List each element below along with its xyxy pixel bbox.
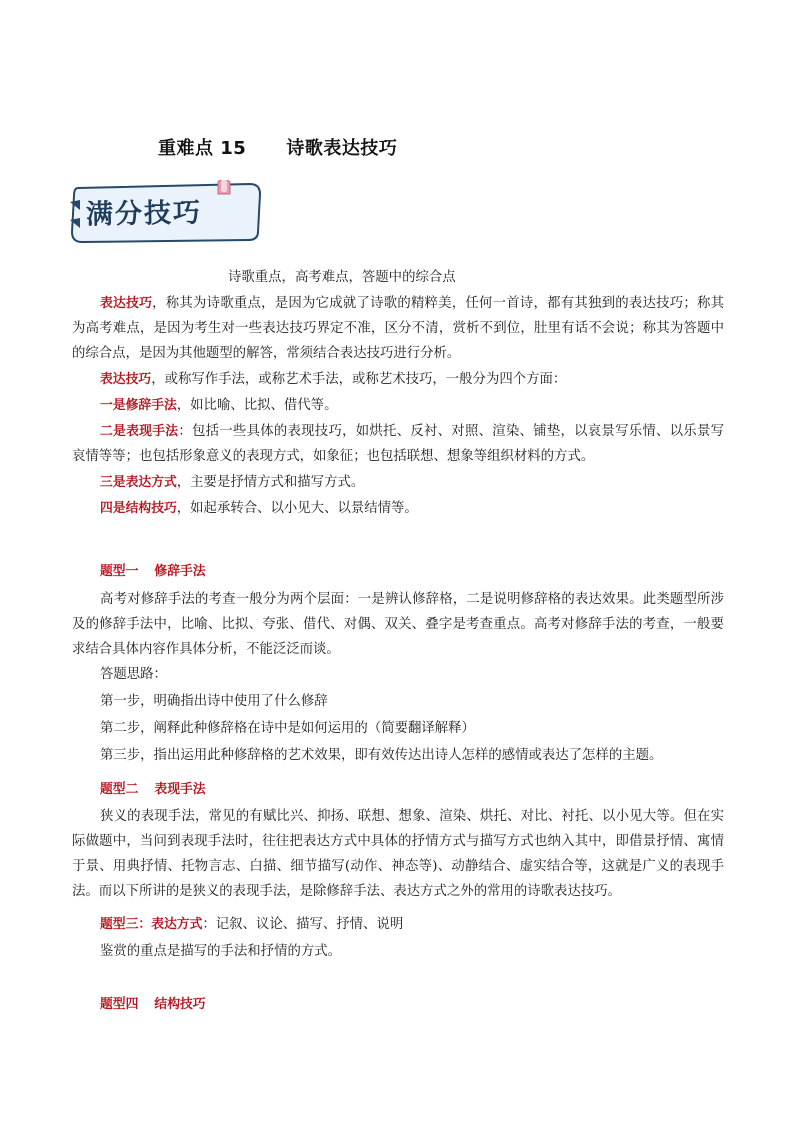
section-type-2: [72, 777, 724, 904]
type1-heading: 题型一 修辞手法: [100, 564, 206, 579]
type1-step: 第一步，明确指出诗中使用了什么修辞: [100, 694, 328, 709]
type3-heading: 题型三：表达方式: [100, 917, 203, 932]
badge-label: 满分技巧: [85, 197, 203, 231]
type1-steps-title: 答题思路：: [100, 667, 167, 682]
list-item: 三是表达方式，主要是抒情方式和描写方式。: [100, 475, 365, 490]
section-type-4: [72, 992, 724, 1017]
section-type-3: [72, 912, 724, 964]
overview-lead-2: 表达技巧: [100, 372, 152, 387]
section-type-1: [72, 559, 724, 768]
type3-heading-line: 题型三：表达方式：记叙、议论、描写、抒情、说明: [100, 917, 404, 932]
list-item: 四是结构技巧，如起承转合、以小见大、以景结情等。: [100, 501, 418, 516]
intro-center-line: 诗歌重点，高考难点，答题中的综合点: [228, 270, 456, 285]
type4-heading: 题型四 结构技巧: [100, 997, 206, 1012]
title-topic: 诗歌表达技巧: [286, 138, 398, 159]
type2-paragraph: 狭义的表现手法，常见的有赋比兴、抑扬、联想、想象、渲染、烘托、对比、衬托、以小见大等。但在实际做题中，当问到表现手法时，往往把表达方式中具体的抒情方式与描写方式也纳入其中，即借景抒情、寓情于景、用典抒情、托物言志、白描、细节描写(动作、神态等)、动静结合、虚实结合等，这就是广义的表现手法。而以下所讲的是狭义的表现手法，是除修辞手法、表达方式之外的常用的诗歌表达技巧。: [72, 809, 724, 899]
list-item: 一是修辞手法，如比喻、比拟、借代等。: [100, 398, 338, 413]
type1-step: 第二步，阐释此种修辞格在诗中是如何运用的（简要翻译解释）: [100, 721, 475, 736]
list-item: 二是表现手法：包括一些具体的表现技巧，如烘托、反衬、对照、渲染、铺垫，以哀景写乐情、以乐景写哀情等等；也包括形象意义的表现方式，如象征；也包括联想、想象等组织材料的方式。: [72, 424, 724, 464]
type1-paragraph: 高考对修辞手法的考查一般分为两个层面：一是辨认修辞格，二是说明修辞格的表达效果。此类题型所涉及的修辞手法中，比喻、比拟、夸张、借代、对偶、双关、叠字是考查重点。高考对修辞手法的考查，一般要求结合具体内容作具体分析，不能泛泛而谈。: [72, 592, 724, 657]
page-title: [158, 134, 397, 160]
section-badge: [68, 180, 268, 244]
type1-step: 第三步，指出运用此种修辞格的艺术效果，即有效传达出诗人怎样的感情或表达了怎样的主题。: [100, 748, 663, 763]
overview-paragraph-1: 表达技巧，称其为诗歌重点，是因为它成就了诗歌的精粹美，任何一首诗，都有其独到的表达技巧；称其为高考难点，是因为考生对一些表达技巧界定不准，区分不清，赏析不到位，肚里有话不会说；称其为答题中的综合点，是因为其他题型的解答，常须结合表达技巧进行分析。: [72, 296, 725, 361]
section-overview: [72, 291, 724, 521]
overview-lead-1: 表达技巧: [100, 296, 153, 311]
type3-paragraph: 鉴赏的重点是描写的手法和抒情的方式。: [100, 944, 342, 959]
overview-paragraph-2: 表达技巧，或称写作手法，或称艺术手法，或称艺术技巧，一般分为四个方面：: [100, 372, 567, 387]
type2-heading: 题型二 表现手法: [100, 782, 206, 797]
title-number: 重难点 15: [158, 138, 247, 159]
